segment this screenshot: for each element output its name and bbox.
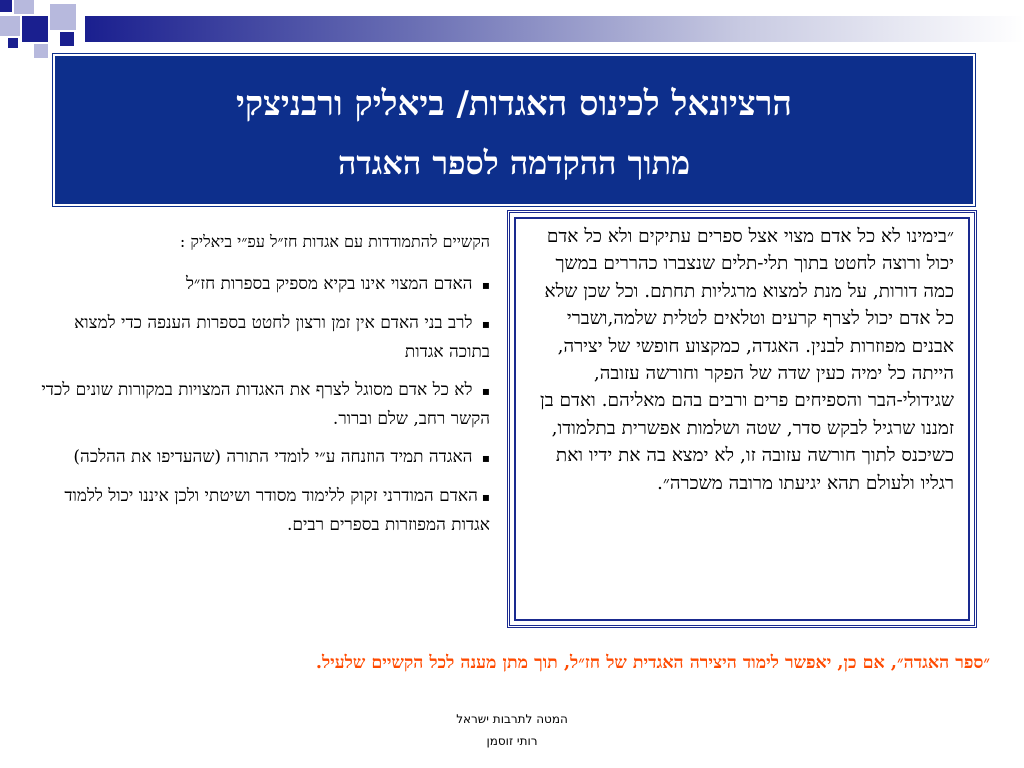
title-box xyxy=(53,54,975,206)
footer xyxy=(0,708,1024,752)
list-item-text: האדם המודרני זקוק ללימוד מסודר ושיטתי ולכן איננו יכול ללמוד אגדות המפוזרות בספרים רבים. xyxy=(64,486,490,535)
page-title: הרציונאל לכינוס האגדות/ ביאליק ורבניצקי xyxy=(235,84,792,124)
footer-organization: המטה לתרבות ישראל xyxy=(456,712,568,726)
conclusion-text: ״ספר האגדה״, אם כן, יאפשר לימוד היצירה האגדית של חז״ל, תוך מתן מענה לכל הקשיים שלעיל. xyxy=(315,653,990,673)
list-item xyxy=(30,443,490,472)
list-item-text: לרב בני האדם אין זמן ורצון לחטט בספרות הענפה כדי למצוא בתוכה אגדות xyxy=(74,313,490,362)
corner-square xyxy=(14,0,34,14)
list-item-text: האגדה תמיד הוזנחה ע״י לומדי התורה (שהעדיפו את ההלכה) xyxy=(73,447,473,467)
bullet-icon: ▪ xyxy=(481,384,490,398)
bullet-icon: ▪ xyxy=(481,317,490,331)
corner-square xyxy=(22,16,48,42)
corner-square xyxy=(0,16,20,36)
list-item xyxy=(30,270,490,299)
list-item xyxy=(30,309,490,366)
corner-square xyxy=(60,32,74,46)
list-item-text: האדם המצוי אינו בקיא מספיק בספרות חז״ל xyxy=(185,274,473,294)
header-gradient-bar xyxy=(85,16,1024,42)
list-item-text: לא כל אדם מסוגל לצרף את האגדות המצויות במקורות שונים לכדי הקשר רחב, שלם וברור. xyxy=(41,380,490,429)
page-subtitle: מתוך ההקדמה לספר האגדה xyxy=(337,144,691,182)
quote-frame xyxy=(507,210,977,628)
list-intro: הקשיים להתמודדות עם אגדות חז״ל עפ״י ביאליק : xyxy=(179,232,490,251)
corner-square xyxy=(50,4,76,30)
list-item xyxy=(30,376,490,433)
corner-square xyxy=(8,38,18,48)
quote-inner-border xyxy=(514,217,970,621)
list-item xyxy=(30,482,490,539)
footer-author: רותי זוסמן xyxy=(486,734,538,748)
bialik-quote: ״בימינו לא כל אדם מצוי אצל ספרים עתיקים ולא כל אדם יכול ורוצה לחטט בתוך תלי-תלים שנצברו כהררים במשך כמה דורות, על מנת למצוא מרגליות תחתם. וכל שכן שלא כל אדם יכול לצרף קרעים וטלאים לטלית שלמה,ושברי אבנים מפוזרות לבנין. האגדה, כמקצוע חופשי של יצירה, הייתה כל ימיה כעין שדה של הפקר וחורשה עזובה, שגידולי-הבר והספיחים פרים ורבים בהם מאליהם. ואדם בן זמננו שרגיל לבקש סדר, שטה ושלמות אפשרית בתלמודו, כשיכנס לתוך חורשה עזובה זו, לא ימצא בה את ידיו ואת רגליו ולעולם תהא יגיעתו מרובה משכרה״. xyxy=(540,226,954,494)
difficulties-list xyxy=(30,228,490,549)
bullet-icon: ▪ xyxy=(481,451,490,465)
bullet-icon: ▪ xyxy=(481,278,490,292)
corner-square xyxy=(0,0,12,12)
bullet-icon: ▪ xyxy=(481,490,490,504)
corner-square xyxy=(34,44,48,58)
